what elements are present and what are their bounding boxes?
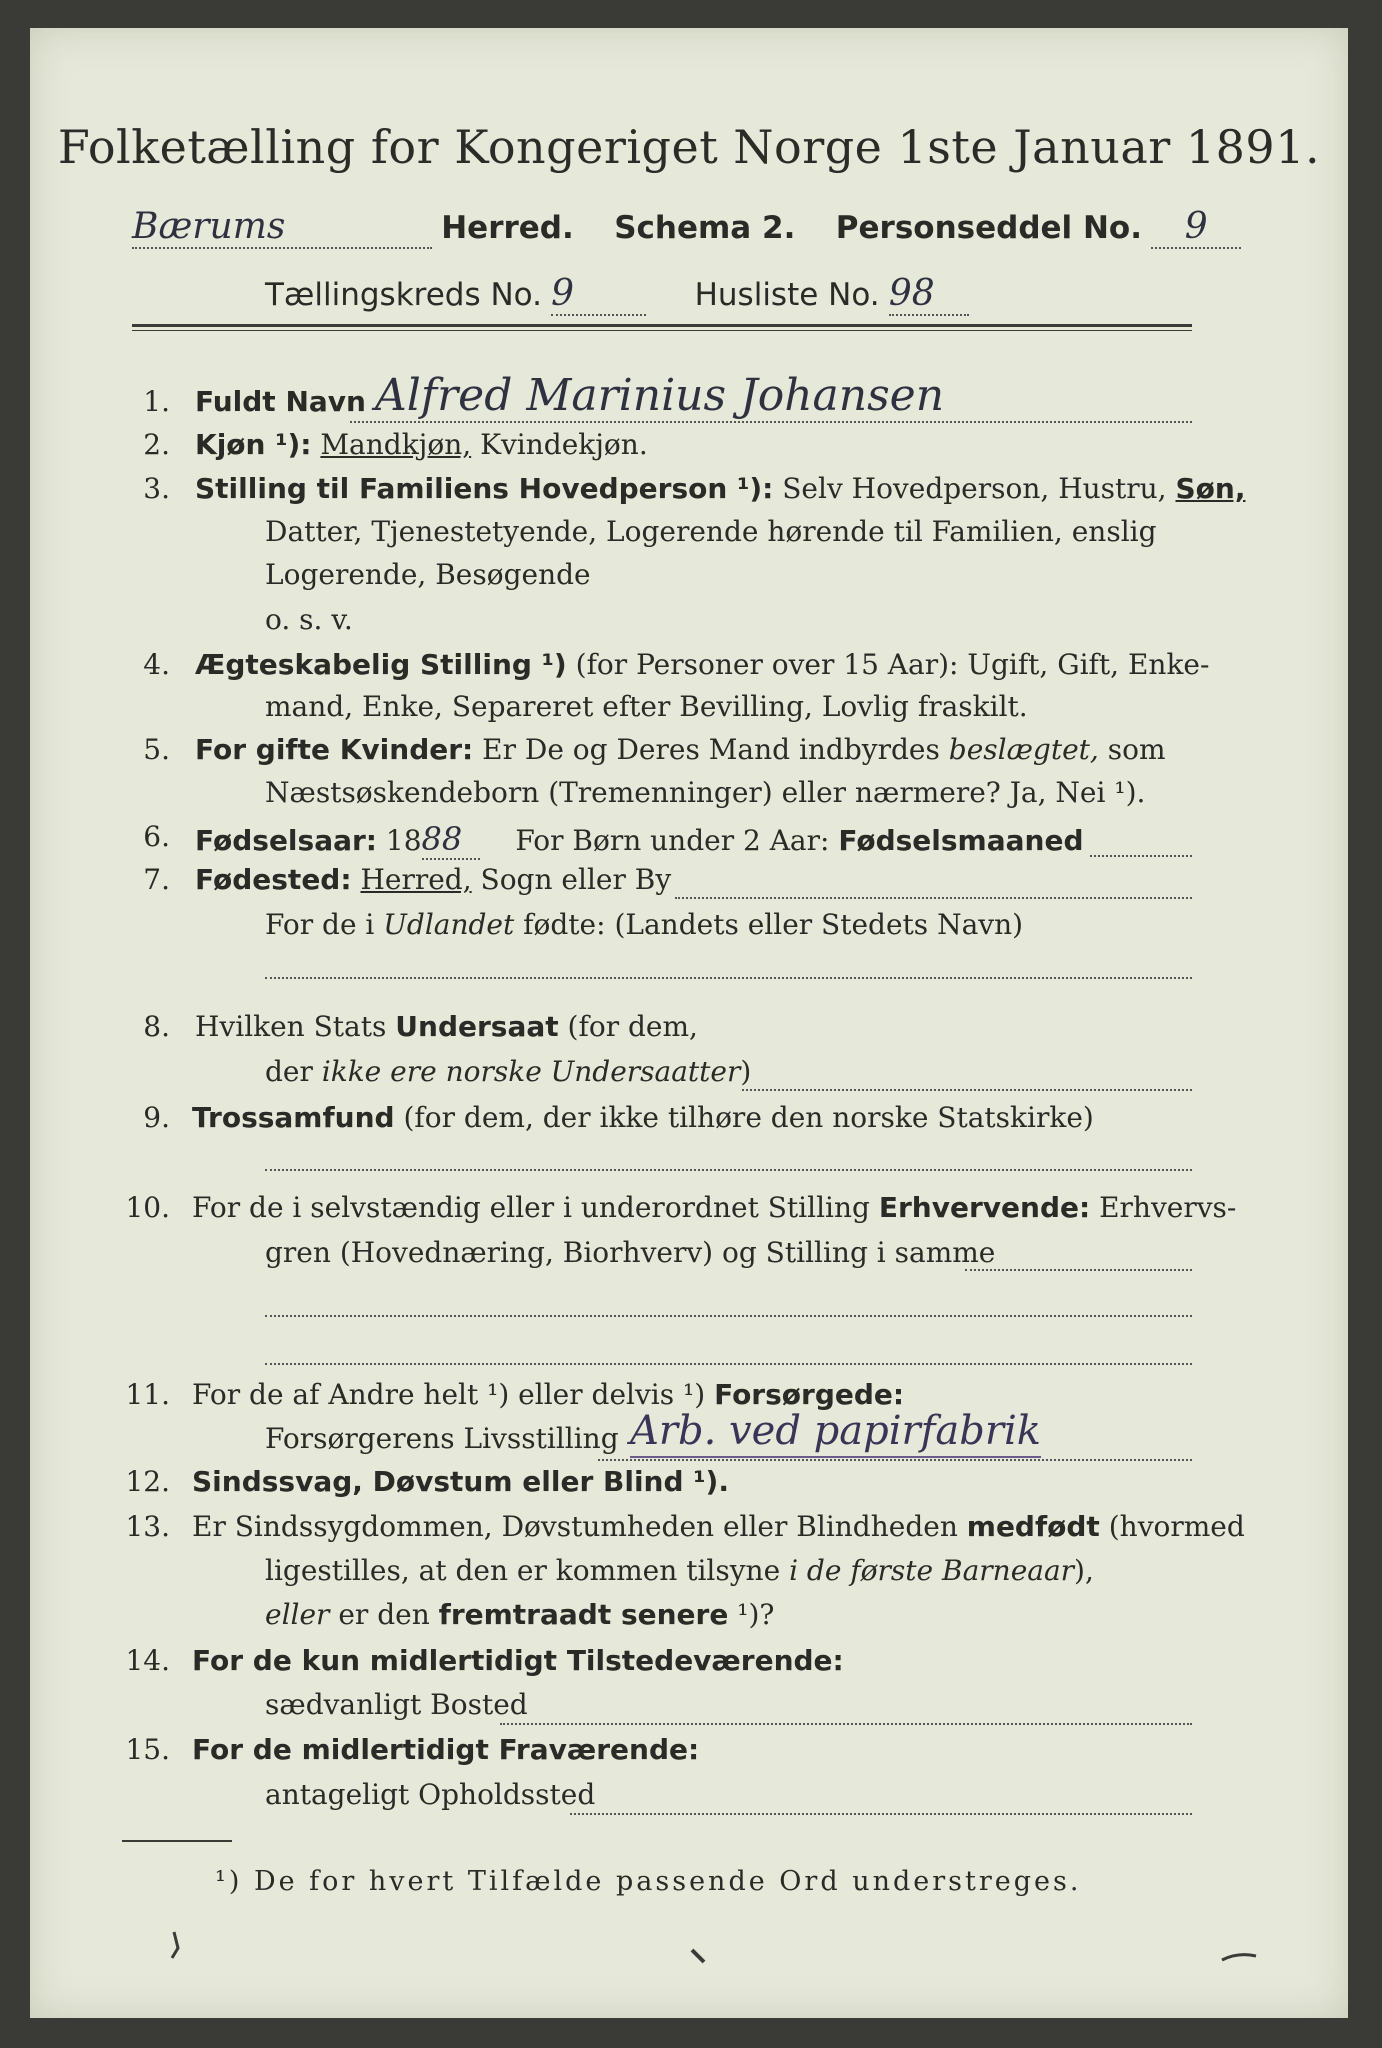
item-number-3: 3. — [143, 472, 170, 505]
q7-line2-a: For de i — [265, 908, 375, 941]
q6-label2: Fødselsmaaned — [838, 824, 1084, 857]
q7-line2 — [265, 908, 1023, 941]
husliste-number: 98 — [889, 273, 969, 316]
page-mark-center — [690, 1948, 710, 1968]
item-number-13: 13. — [125, 1510, 170, 1543]
q13-line2 — [265, 1554, 1094, 1587]
item-number-9: 9. — [143, 1101, 170, 1134]
header-divider-thin — [132, 330, 1192, 331]
item-number-2: 2. — [143, 428, 170, 461]
item-number-7: 7. — [143, 863, 170, 896]
q8-text-b: Undersaat — [395, 1010, 559, 1043]
q13-line2-a: ligestilles, at den er kommen tilsyne — [265, 1554, 781, 1587]
q11-answer-line — [598, 1458, 1192, 1461]
page-mark-left — [168, 1930, 188, 1960]
q6-prefix: 18 — [385, 824, 422, 857]
q9-text: (for dem, der ikke tilhøre den norske Statskirke) — [403, 1101, 1094, 1134]
item-number-14: 14. — [125, 1644, 170, 1677]
q8-text-c: (for dem, — [567, 1010, 698, 1043]
footnote: ¹) De for hvert Tilfælde passende Ord understreges. — [215, 1866, 1082, 1897]
header-divider — [132, 324, 1192, 327]
q10-line2: gren (Hovednæring, Biorhverv) og Stilling i samme — [265, 1236, 996, 1269]
q13-line3 — [265, 1598, 774, 1631]
page-mark-right — [1220, 1950, 1260, 1966]
footnote-divider — [122, 1840, 232, 1842]
q13-text-c: (hvormed — [1108, 1510, 1245, 1543]
form-title: Folketælling for Kongeriget Norge 1ste Januar 1891. — [57, 120, 1321, 174]
q6-year-value: 88 — [422, 820, 480, 860]
q6-line — [195, 820, 1083, 860]
q10-answer-line2 — [265, 1314, 1192, 1317]
q3-label: Stilling til Familiens Hovedperson ¹): — [195, 472, 774, 505]
q5-text-c: som — [1107, 733, 1166, 766]
q11-provider-value: Arb. ved papirfabrik — [630, 1408, 1041, 1458]
q13-line1 — [192, 1510, 1245, 1543]
q2-line — [195, 428, 648, 461]
q4-line2: mand, Enke, Separeret efter Bevilling, Lovlig fraskilt. — [265, 690, 1028, 723]
q5-text-b: beslægtet, — [948, 733, 1099, 766]
q5-text-a: Er De og Deres Mand indbyrdes — [482, 733, 940, 766]
q7-label: Fødested: — [195, 863, 352, 896]
q8-line2-c: ) — [740, 1055, 752, 1088]
q4-line1 — [195, 648, 1209, 681]
q8-line2-a: der — [265, 1055, 313, 1088]
q5-line2: Næstsøskendeborn (Tremenninger) eller nærmere? Ja, Nei ¹). — [265, 776, 1146, 809]
q3-line4: o. s. v. — [265, 603, 353, 636]
q7-line2-b: Udlandet — [383, 908, 515, 941]
item-number-15: 15. — [125, 1733, 170, 1766]
q10-line1 — [192, 1191, 1236, 1224]
item-number-6: 6. — [143, 820, 170, 853]
q8-answer-line — [742, 1088, 1192, 1091]
q13-line3-c: fremtraadt senere — [438, 1598, 729, 1631]
q9-line — [192, 1101, 1094, 1134]
personseddel-label: Personseddel No. — [835, 210, 1142, 246]
q3-line2: Datter, Tjenestetyende, Logerende hørende til Familien, enslig — [265, 515, 1157, 548]
q7-line1 — [195, 863, 671, 896]
q7-selected-herred: Herred, — [360, 863, 472, 896]
q3-selected-son: Søn, — [1175, 472, 1246, 505]
q15-line1: For de midlertidigt Fraværende: — [192, 1733, 700, 1766]
q3-line1 — [195, 472, 1245, 505]
q13-line2-c: ), — [1074, 1554, 1094, 1587]
item-number-8: 8. — [143, 1010, 170, 1043]
q10-text-a: For de i selvstændig eller i underordnet Stilling — [192, 1191, 870, 1224]
item-number-1: 1. — [143, 385, 170, 418]
census-form-page — [30, 28, 1348, 2018]
q6-label: Fødselsaar: — [195, 824, 377, 857]
q13-line3-d: ¹)? — [737, 1598, 775, 1631]
item-number-4: 4. — [143, 648, 170, 681]
q13-text-a: Er Sindssygdommen, Døvstumheden eller Blindheden — [192, 1510, 958, 1543]
q9-answer-line — [265, 1168, 1192, 1171]
q7-answer-line — [675, 896, 1192, 899]
q2-option-mandkjon: Mandkjøn, — [320, 428, 472, 461]
q13-text-b: medfødt — [966, 1510, 1100, 1543]
q13-line2-b: i de første Barneaar — [789, 1554, 1075, 1587]
q1-name-value: Alfred Marinius Johansen — [375, 370, 945, 421]
personseddel-number: 9 — [1151, 206, 1241, 249]
q11-line1 — [192, 1378, 904, 1411]
q9-label: Trossamfund — [192, 1101, 395, 1134]
schema-label: Schema 2. — [614, 210, 796, 246]
q10-answer-line1 — [965, 1268, 1192, 1271]
taellingskreds-number: 9 — [551, 273, 646, 316]
q12-label: Sindssvag, Døvstum eller Blind ¹). — [192, 1465, 729, 1498]
q8-line2 — [265, 1055, 751, 1088]
q10-text-c: Erhvervs- — [1099, 1191, 1237, 1224]
q4-label: Ægteskabelig Stilling ¹) — [195, 648, 567, 681]
q15-line2: antageligt Opholdssted — [265, 1778, 596, 1811]
q15-answer-line — [570, 1812, 1192, 1815]
q11-line2: Forsørgerens Livsstilling — [265, 1422, 619, 1455]
q4-options: (for Personer over 15 Aar): Ugift, Gift, Enke- — [575, 648, 1210, 681]
q2-label: Kjøn ¹): — [195, 428, 312, 461]
q8-line1 — [195, 1010, 698, 1043]
q3-options: Selv Hovedperson, Hustru, — [782, 472, 1167, 505]
q10-text-b: Erhvervende: — [878, 1191, 1091, 1224]
q8-text-a: Hvilken Stats — [195, 1010, 387, 1043]
q7-extra-line — [265, 976, 1192, 979]
husliste-label: Husliste No. — [694, 277, 880, 313]
item-number-5: 5. — [143, 733, 170, 766]
herred-label: Herred. — [441, 210, 574, 246]
q14-line1: For de kun midlertidigt Tilstedeværende: — [192, 1644, 844, 1677]
taellingskreds-label: Tællingskreds No. — [265, 277, 542, 313]
q11-text-b: Forsørgede: — [714, 1378, 905, 1411]
q5-label: For gifte Kvinder: — [195, 733, 474, 766]
q13-line3-a: eller — [265, 1598, 330, 1631]
item-number-11: 11. — [125, 1378, 170, 1411]
q14-line2: sædvanligt Bosted — [265, 1688, 528, 1721]
q3-line3: Logerende, Besøgende — [265, 558, 591, 591]
q10-answer-line3 — [265, 1362, 1192, 1365]
q6-mid-text: For Børn under 2 Aar: — [515, 824, 830, 857]
item-number-10: 10. — [125, 1191, 170, 1224]
q8-line2-b: ikke ere norske Undersaatter — [321, 1055, 741, 1088]
header-kreds-line — [265, 273, 969, 316]
q13-line3-b: er den — [338, 1598, 430, 1631]
q7-line2-c: fødte: (Landets eller Stedets Navn) — [523, 908, 1024, 941]
q7-options: Sogn eller By — [480, 863, 672, 896]
item-number-12: 12. — [125, 1465, 170, 1498]
q6-month-line — [1090, 854, 1192, 857]
q2-option-kvindekjon: Kvindekjøn. — [480, 428, 648, 461]
q5-line1 — [195, 733, 1166, 766]
q14-answer-line — [500, 1722, 1192, 1725]
header-herred-line — [132, 206, 1241, 249]
herred-name: Bærums — [132, 206, 432, 249]
q11-text-a: For de af Andre helt ¹) eller delvis ¹) — [192, 1378, 706, 1411]
q1-label: Fuldt Navn — [195, 385, 366, 418]
